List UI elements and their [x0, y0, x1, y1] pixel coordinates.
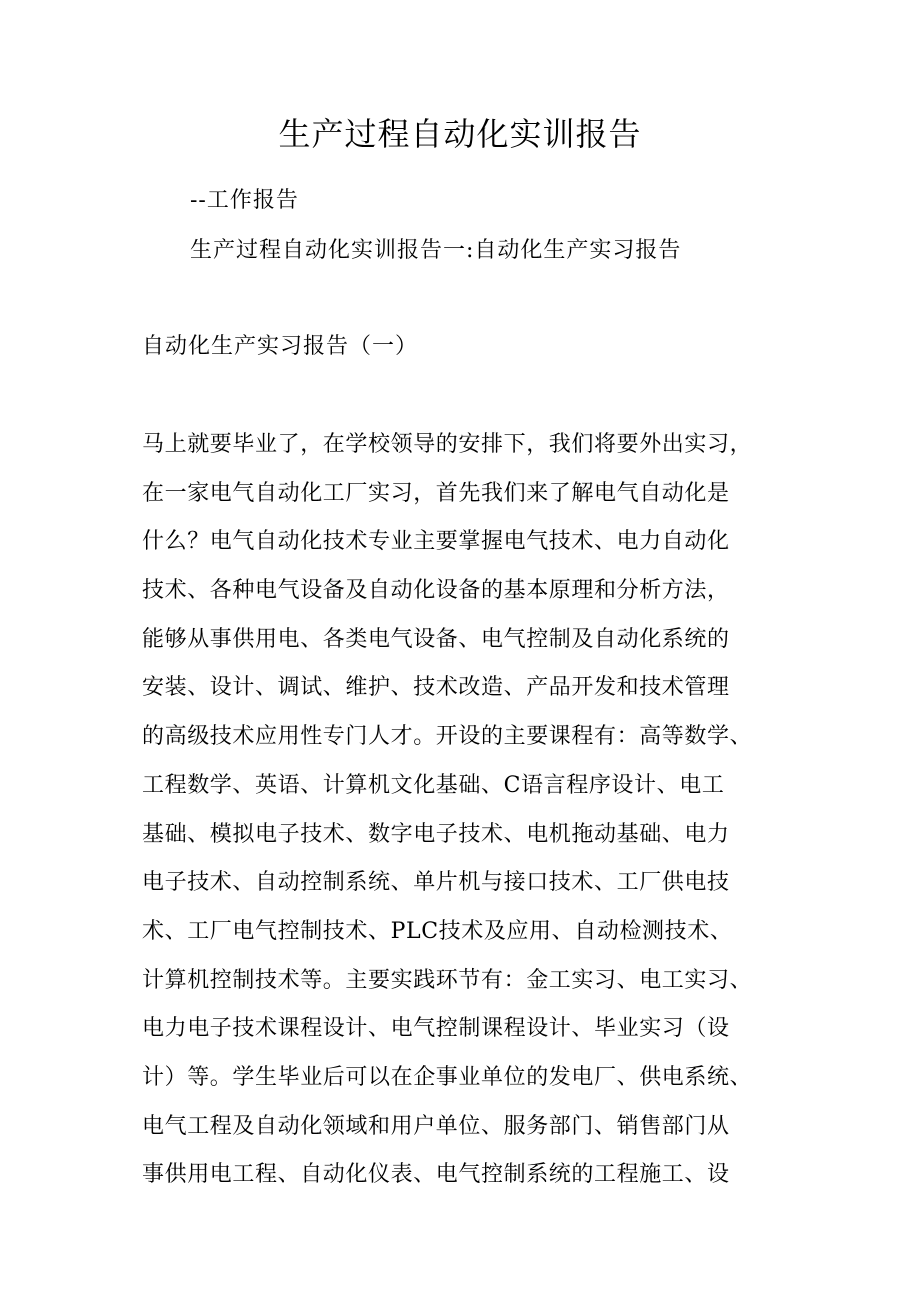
body-line: 事供用电工程、自动化仪表、电气控制系统的工程施工、设 [142, 1162, 730, 1188]
body-line: 电子技术、自动控制系统、单片机与接口技术、工厂供电技 [142, 870, 730, 896]
body-line: 工程数学、英语、计算机文化基础、C语言程序设计、电工 [142, 772, 725, 798]
body-line: 在一家电气自动化工厂实习，首先我们来了解电气自动化是 [142, 480, 730, 506]
body-line: 安装、设计、调试、维护、技术改造、产品开发和技术管理 [142, 675, 730, 701]
body-line: 马上就要毕业了，在学校领导的安排下，我们将要外出实习， [142, 432, 753, 457]
body-line: 基础、模拟电子技术、数字电子技术、电机拖动基础、电力 [142, 821, 730, 847]
body-line: 术、工厂电气控制技术、PLC技术及应用、自动检测技术、 [142, 918, 733, 944]
body-text [142, 421, 792, 1200]
document-subtitle: 生产过程自动化实训报告一:自动化生产实习报告 [190, 238, 682, 263]
body-line: 的高级技术应用性专门人才。开设的主要课程有：高等数学、 [142, 724, 753, 750]
body-line: 什么？电气自动化技术专业主要掌握电气技术、电力自动化 [142, 529, 730, 555]
document-title: 生产过程自动化实训报告 [278, 115, 642, 153]
body-line: 电气工程及自动化领域和用户单位、服务部门、销售部门从 [142, 1113, 730, 1139]
section-heading: 自动化生产实习报告（一） [142, 334, 419, 359]
author-line: --工作报告 [190, 188, 299, 213]
body-line: 技术、各种电气设备及自动化设备的基本原理和分析方法， [142, 578, 730, 604]
body-line: 能够从事供用电、各类电气设备、电气控制及自动化系统的 [142, 626, 730, 652]
body-line: 计算机控制技术等。主要实践环节有：金工实习、电工实习、 [142, 967, 753, 993]
body-line: 计）等。学生毕业后可以在企事业单位的发电厂、供电系统、 [142, 1064, 753, 1090]
body-line: 电力电子技术课程设计、电气控制课程设计、毕业实习（设 [142, 1016, 730, 1042]
